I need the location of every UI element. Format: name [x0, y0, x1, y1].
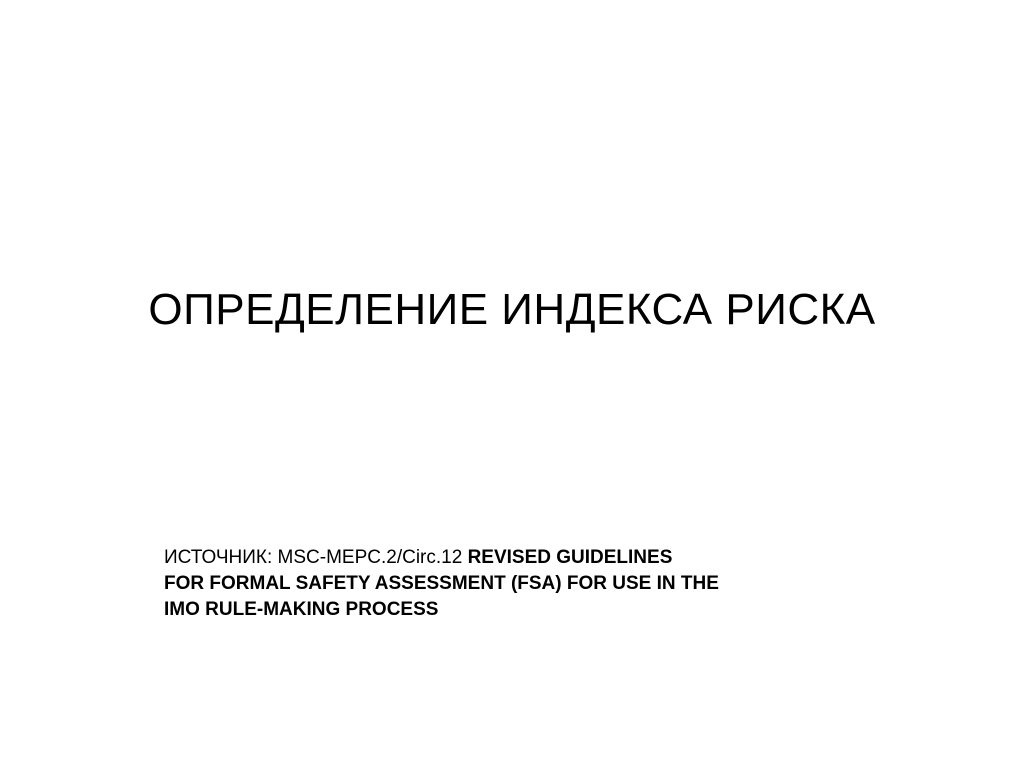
slide-title: ОПРЕДЕЛЕНИЕ ИНДЕКСА РИСКА [148, 285, 876, 334]
slide-subtitle [164, 545, 864, 623]
source-title-part-3: IMO RULE-MAKING PROCESS [164, 599, 439, 620]
source-label: ИСТОЧНИК: MSC-MEPC.2/Circ.12 [164, 547, 468, 568]
subtitle-line-1 [164, 545, 864, 571]
source-title-part-1: REVISED GUIDELINES [467, 547, 673, 568]
source-title-part-2: FOR FORMAL SAFETY ASSESSMENT (FSA) FOR USE IN THE [164, 573, 719, 594]
